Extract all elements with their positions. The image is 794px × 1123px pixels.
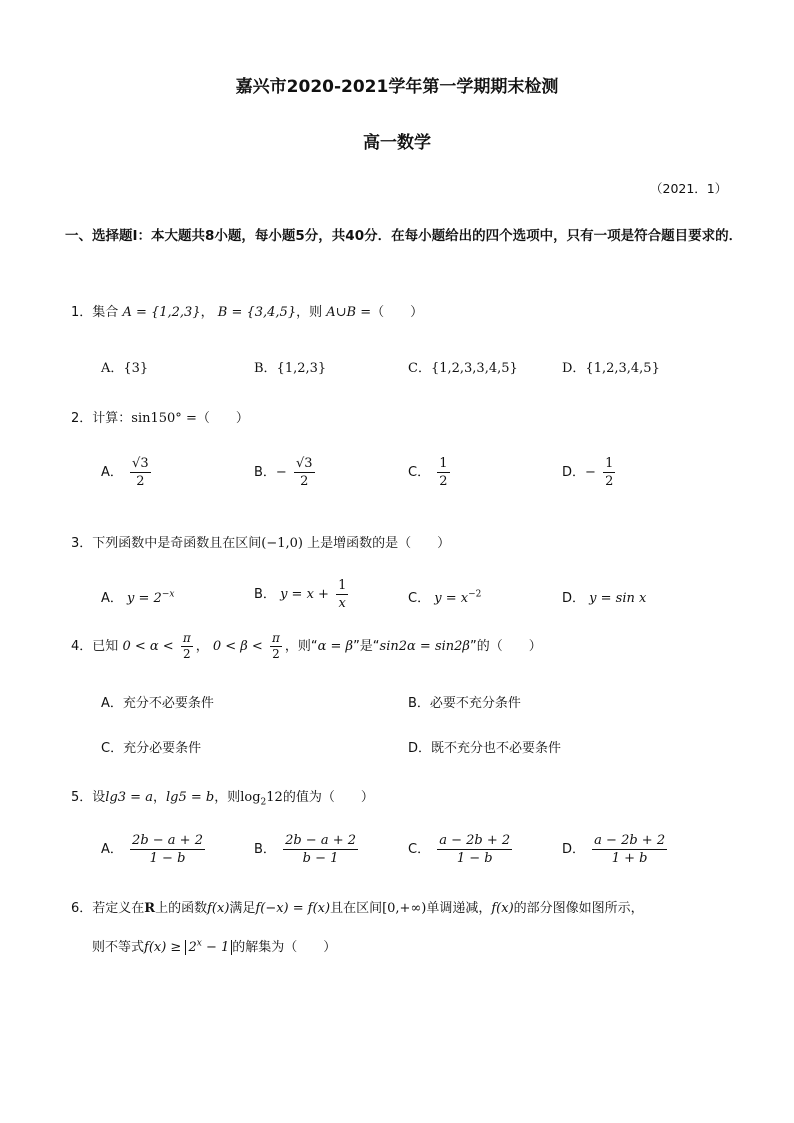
page-title: 嘉兴市2020-2021学年第一学期期末检测 xyxy=(235,77,559,97)
question-text: ，则“ xyxy=(284,639,318,654)
math-expr: 0 < β < xyxy=(212,639,263,654)
question-2 xyxy=(71,407,249,426)
exponent: −x xyxy=(161,589,175,600)
option-label: D． xyxy=(562,591,586,606)
question-6 xyxy=(71,897,644,916)
question-text: 上的函数 xyxy=(155,901,208,916)
question-3 xyxy=(71,532,450,551)
question-number: 2． xyxy=(71,411,93,426)
exponent: x xyxy=(196,938,202,949)
question-text: ，则 xyxy=(296,305,323,320)
option-label: A． xyxy=(101,465,123,480)
math-expr: y = sin x xyxy=(589,591,647,606)
option-d xyxy=(562,833,670,866)
question-text: 计算： xyxy=(92,411,132,426)
math-expr: f(x) xyxy=(207,901,230,916)
option-label: A． xyxy=(101,842,123,857)
fraction-denominator: 1 + b xyxy=(611,851,648,866)
option-label: D． xyxy=(562,465,586,480)
option-a: A．{3} xyxy=(101,361,149,376)
answer-paren: （ ） xyxy=(321,790,374,805)
option-label: C． xyxy=(408,465,431,480)
minus-sign: − xyxy=(585,465,596,480)
fraction-numerator: π xyxy=(182,631,191,645)
math-expr: B = {3,4,5} xyxy=(217,305,297,320)
question-text: 的部分图像如图所示， xyxy=(513,901,644,916)
option-label: C． xyxy=(408,591,431,606)
option-b xyxy=(254,833,361,866)
option-d xyxy=(562,587,646,606)
math-expr: y = 2 xyxy=(127,591,162,606)
answer-paren: （ ） xyxy=(371,305,424,320)
question-text: 设 xyxy=(92,790,106,805)
fraction-numerator: a − 2b + 2 xyxy=(439,833,511,848)
option-a xyxy=(101,456,154,489)
fraction-numerator: 2b − a + 2 xyxy=(132,833,203,848)
question-text: ，则 xyxy=(214,790,241,805)
option-b: B．{1,2,3} xyxy=(254,361,327,376)
answer-paren: （ ） xyxy=(196,411,249,426)
question-text: 集合 xyxy=(92,305,119,320)
option-a xyxy=(101,833,208,866)
math-expr: − 1 xyxy=(201,940,230,955)
question-6-line-2 xyxy=(92,936,336,955)
fraction-denominator: 2 xyxy=(300,474,309,489)
fraction-numerator: 1 xyxy=(439,456,448,471)
question-4 xyxy=(71,632,542,661)
question-text: 的值为 xyxy=(282,790,322,805)
math-expr: lg3 = a xyxy=(105,790,153,805)
option-d xyxy=(562,456,618,489)
question-text: 已知 xyxy=(92,639,119,654)
math-expr: 0 < α < xyxy=(122,639,174,654)
question-text: 且在区间 xyxy=(330,901,383,916)
section-heading-text: 一、选择题Ⅰ：本大题共8小题，每小题5分，共40分．在每小题给出的四个选项中，只有一项是符合题目要求的． xyxy=(65,228,743,244)
option-c: C．充分必要条件 xyxy=(101,741,202,756)
exponent: −2 xyxy=(468,589,482,600)
fraction-numerator: √3 xyxy=(132,456,149,471)
math-expr: R xyxy=(144,901,156,916)
math-expr: y = x xyxy=(434,591,469,606)
fraction-denominator: b − 1 xyxy=(302,851,339,866)
option-b: B．必要不充分条件 xyxy=(408,696,521,711)
option-b xyxy=(254,578,351,611)
math-expr: log xyxy=(240,790,261,805)
fraction-numerator: 1 xyxy=(605,456,614,471)
option-a xyxy=(101,587,174,606)
math-expr: f(x) ≥ xyxy=(144,940,182,955)
question-text: 上是增函数的是 xyxy=(307,536,399,551)
fraction-denominator: 1 − b xyxy=(456,851,493,866)
fraction-denominator: 2 xyxy=(272,647,280,661)
math-expr: y = x + xyxy=(280,587,329,602)
exam-date: （2021．1） xyxy=(650,181,728,196)
question-text: 单调递减， xyxy=(426,901,492,916)
question-text: 若定义在 xyxy=(92,901,145,916)
question-number: 3． xyxy=(71,536,93,551)
fraction-denominator: 1 − b xyxy=(149,851,186,866)
answer-paren: （ ） xyxy=(284,940,337,955)
fraction-denominator: 2 xyxy=(182,647,191,661)
option-c xyxy=(408,833,515,866)
option-b xyxy=(254,456,318,489)
question-text: 下列函数中是奇函数且在区间 xyxy=(92,536,262,551)
option-c xyxy=(408,456,453,489)
math-expr: f(−x) = f(x) xyxy=(255,901,331,916)
question-text: 满足 xyxy=(229,901,256,916)
absolute-value xyxy=(185,940,232,955)
math-expr: A = {1,2,3} xyxy=(122,305,201,320)
math-expr: f(x) xyxy=(491,901,514,916)
math-expr: 12 xyxy=(266,790,283,805)
question-number: 1． xyxy=(71,305,93,320)
option-label: C． xyxy=(408,842,431,857)
fraction-denominator: 2 xyxy=(605,474,614,489)
option-d: D．既不充分也不必要条件 xyxy=(408,741,562,756)
fraction-numerator: π xyxy=(271,631,280,645)
math-expr: 2 xyxy=(188,940,197,955)
subscript: 2 xyxy=(260,797,267,808)
option-label: D． xyxy=(562,842,586,857)
question-number: 5． xyxy=(71,790,93,805)
option-a: A．充分不必要条件 xyxy=(101,696,214,711)
math-expr: α = β xyxy=(317,639,354,654)
fraction-numerator: 1 xyxy=(338,578,347,593)
option-label: B． xyxy=(254,465,276,480)
math-expr: lg5 = b xyxy=(165,790,215,805)
fraction-denominator: 2 xyxy=(136,474,145,489)
separator: ， xyxy=(195,639,209,654)
question-1 xyxy=(71,301,423,320)
fraction-numerator: 2b − a + 2 xyxy=(285,833,356,848)
option-c: C．{1,2,3,3,4,5} xyxy=(408,361,518,376)
option-label: B． xyxy=(254,842,276,857)
option-d: D．{1,2,3,4,5} xyxy=(562,361,660,376)
question-number: 4． xyxy=(71,639,93,654)
question-text: 的解集为 xyxy=(232,940,285,955)
question-text: ”是“ xyxy=(353,639,380,654)
fraction-numerator: √3 xyxy=(295,456,313,471)
math-expr: sin150° = xyxy=(131,411,197,426)
fraction-denominator: 2 xyxy=(439,474,448,489)
answer-paren: （ ） xyxy=(398,536,451,551)
answer-paren: （ ） xyxy=(489,639,542,654)
question-text: 则不等式 xyxy=(92,940,145,955)
math-expr: sin2α = sin2β xyxy=(379,639,470,654)
math-expr: [0,+∞) xyxy=(382,901,427,916)
option-c xyxy=(408,587,481,606)
separator: ， xyxy=(200,305,214,320)
question-text: ”的 xyxy=(469,639,490,654)
question-5 xyxy=(71,786,374,808)
section-heading xyxy=(65,221,745,251)
math-expr: A∪B = xyxy=(326,305,372,320)
option-label: B． xyxy=(254,587,276,602)
minus-sign: − xyxy=(275,465,287,480)
fraction-numerator: a − 2b + 2 xyxy=(594,833,666,848)
fraction-denominator: x xyxy=(338,596,346,611)
option-label: A． xyxy=(101,591,123,606)
page-subtitle: 高一数学 xyxy=(363,133,431,153)
math-expr: (−1,0) xyxy=(261,536,304,551)
separator: ， xyxy=(152,790,166,805)
question-number: 6． xyxy=(71,901,93,916)
